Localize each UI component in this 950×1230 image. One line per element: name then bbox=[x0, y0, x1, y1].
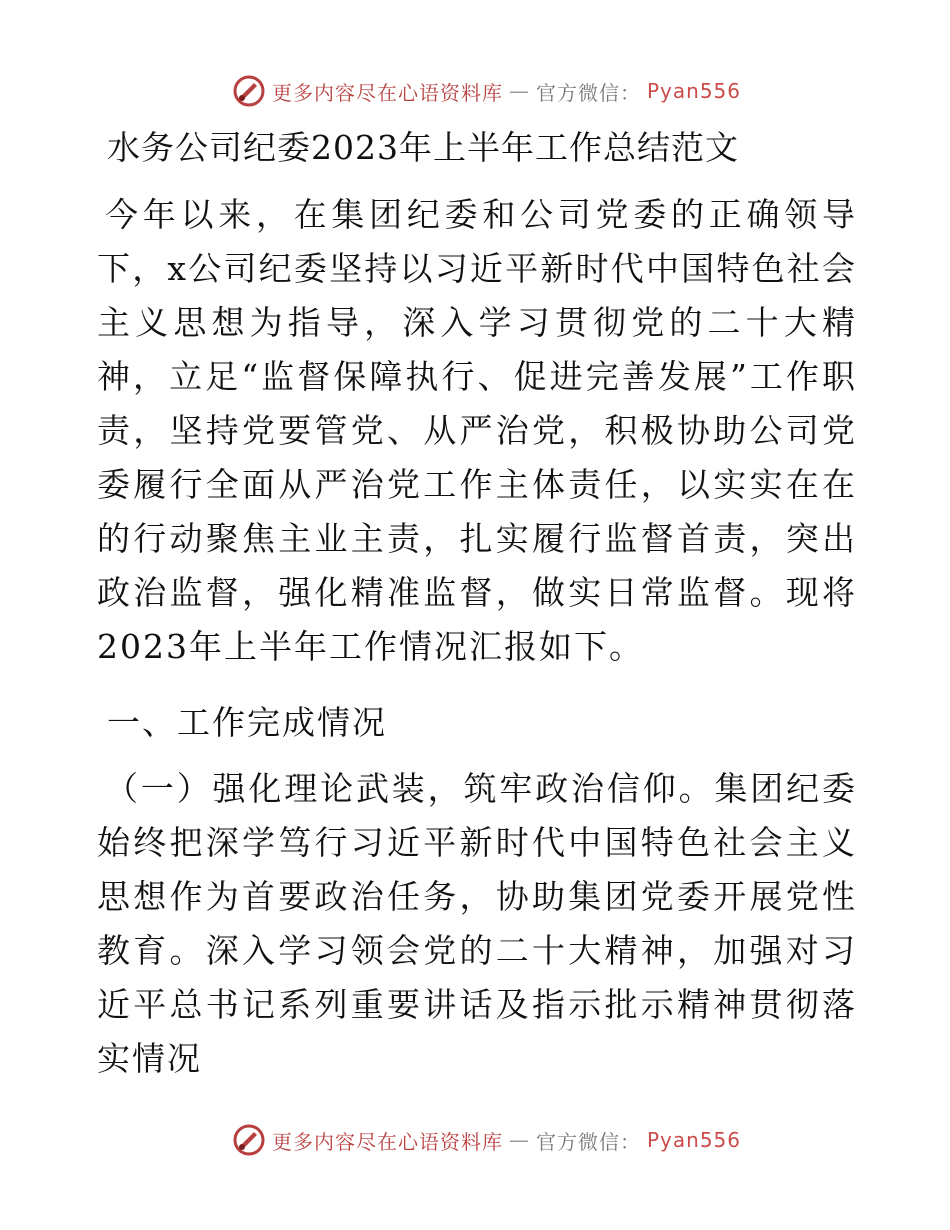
watermark-header bbox=[232, 74, 741, 108]
watermark-brand: 更多内容尽在心语资料库 bbox=[272, 1129, 503, 1154]
watermark-label: 官方微信： bbox=[536, 1129, 641, 1154]
intro-paragraph: 今年以来，在集团纪委和公司党委的正确领导下，x公司纪委坚持以习近平新时代中国特色社会主义思想为指导，深入学习贯彻党的二十大精神，立足“监督保障执行、促进完善发展”工作职责，坚持党要管党、从严治党，积极协助公司党委履行全面从严治党工作主体责任，以实实在在的行动聚焦主业主责，扎实履行监督首责，突出政治监督，强化精准监督，做实日常监督。现将2023年上半年工作情况汇报如下。 bbox=[97, 195, 857, 666]
watermark-id: Pyan556 bbox=[647, 1128, 742, 1152]
brand-logo-icon bbox=[232, 74, 266, 108]
watermark-id: Pyan556 bbox=[647, 79, 742, 103]
watermark-footer bbox=[232, 1123, 741, 1157]
watermark-label: 官方微信： bbox=[536, 80, 641, 105]
brand-logo-icon bbox=[232, 1123, 266, 1157]
document-title: 水务公司纪委2023年上半年工作总结范文 bbox=[107, 128, 739, 167]
watermark-dash: — bbox=[509, 1128, 530, 1152]
watermark-brand: 更多内容尽在心语资料库 bbox=[272, 80, 503, 105]
document-body bbox=[97, 118, 857, 1086]
section-heading: 一、工作完成情况 bbox=[107, 703, 387, 742]
watermark-dash: — bbox=[509, 79, 530, 103]
body-paragraph: （一）强化理论武装，筑牢政治信仰。集团纪委始终把深学笃行习近平新时代中国特色社会主义思想作为首要政治任务，协助集团党委开展党性教育。深入学习领会党的二十大精神，加强对习近平总书记系列重要讲话及指示批示精神贯彻落实情况 bbox=[97, 769, 857, 1078]
